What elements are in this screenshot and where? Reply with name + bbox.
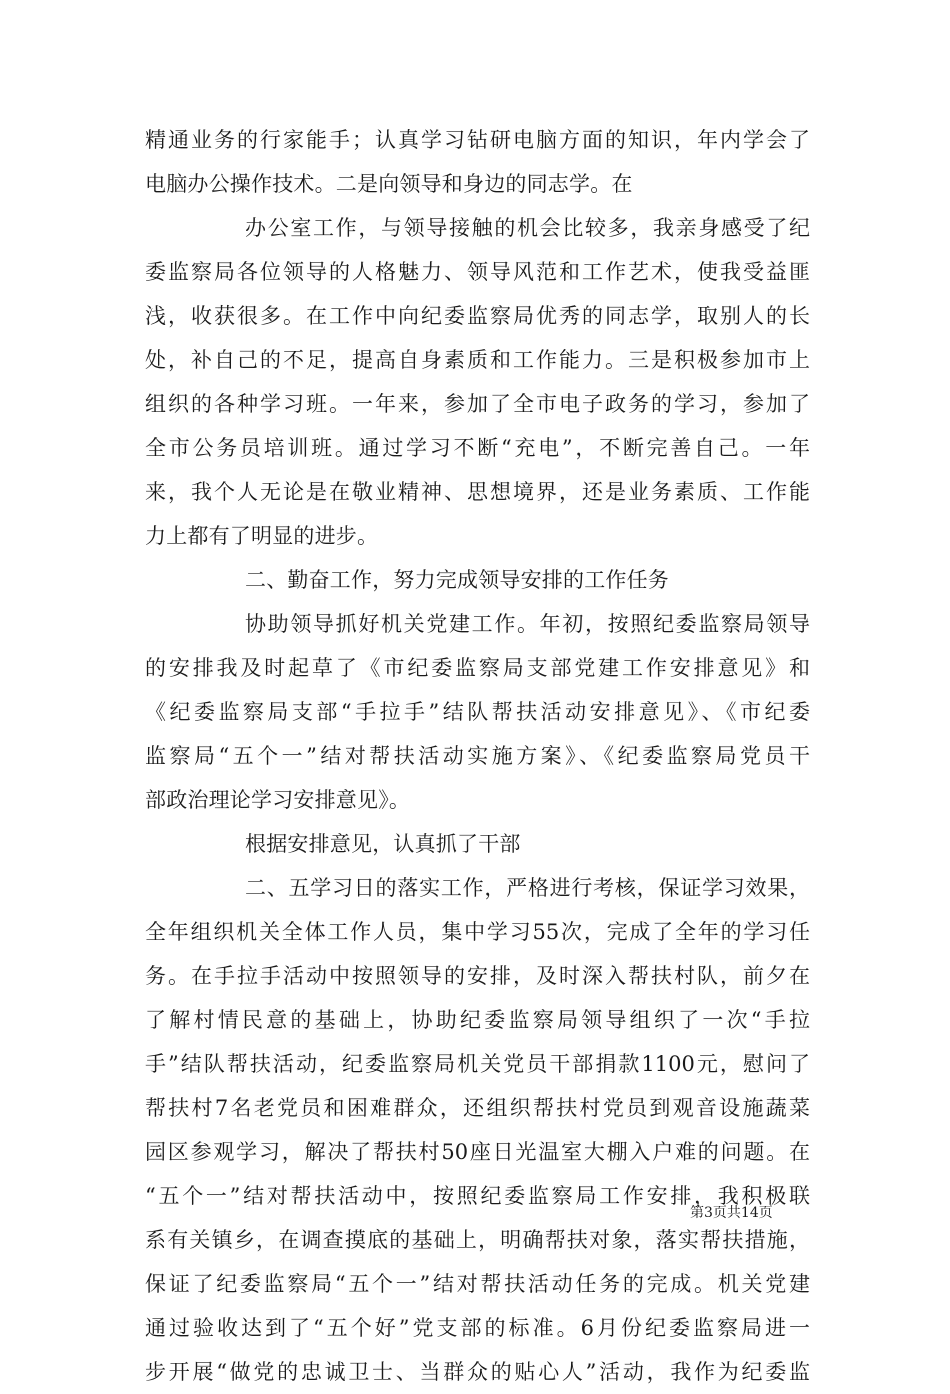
text-line: 办公室工作，与领导接触的机会比较多，我亲身感受了纪	[245, 216, 810, 240]
text-line: 部政治理论学习安排意见》。	[145, 788, 411, 812]
text-line: 手”结队帮扶活动，纪委监察局机关党员干部捐款1100元，慰问了	[145, 1052, 810, 1076]
text-line: 全市公务员培训班。通过学习不断“充电”，不断完善自己。一年	[145, 436, 810, 460]
text-line: 来，我个人无论是在敬业精神、思想境界，还是业务素质、工作能	[145, 480, 810, 504]
text-line: 帮扶村7名老党员和困难群众，还组织帮扶村党员到观音设施蔬菜	[145, 1096, 810, 1120]
text-line: 处，补自己的不足，提高自身素质和工作能力。三是积极参加市上	[145, 348, 810, 372]
text-line: 全年组织机关全体工作人员，集中学习55次，完成了全年的学习任	[145, 920, 810, 944]
text-line: 通过验收达到了“五个好”党支部的标准。6月份纪委监察局进一	[145, 1316, 810, 1340]
text-line: 浅，收获很多。在工作中向纪委监察局优秀的同志学，取别人的长	[145, 304, 810, 328]
text-line: 步开展“做党的忠诚卫士、当群众的贴心人”活动，我作为纪委监	[145, 1360, 810, 1384]
page-number: 第3页共14页	[690, 1205, 773, 1221]
text-line: 协助领导抓好机关党建工作。年初，按照纪委监察局领导	[245, 612, 810, 636]
text-line: 务。在手拉手活动中按照领导的安排，及时深入帮扶村队，前夕在	[145, 964, 810, 988]
text-line: 委监察局各位领导的人格魅力、领导风范和工作艺术，使我受益匪	[145, 260, 810, 284]
text-line: 根据安排意见，认真抓了干部	[245, 832, 521, 856]
text-line: 《纪委监察局支部“手拉手”结队帮扶活动安排意见》、《市纪委	[145, 700, 810, 724]
text-line: 保证了纪委监察局“五个一”结对帮扶活动任务的完成。机关党建	[145, 1272, 810, 1296]
text-line: 监察局“五个一”结对帮扶活动实施方案》、《纪委监察局党员干	[145, 744, 810, 768]
text-line: 精通业务的行家能手；认真学习钻研电脑方面的知识，年内学会了	[145, 128, 810, 152]
text-line: 电脑办公操作技术。二是向领导和身边的同志学。在	[145, 172, 633, 196]
text-line: 组织的各种学习班。一年来，参加了全市电子政务的学习，参加了	[145, 392, 810, 416]
text-line: 二、五学习日的落实工作，严格进行考核，保证学习效果，	[245, 876, 810, 900]
text-line: 的安排我及时起草了《市纪委监察局支部党建工作安排意见》和	[145, 656, 810, 680]
text-line: 园区参观学习，解决了帮扶村50座日光温室大棚入户难的问题。在	[145, 1140, 810, 1164]
text-line: 二、勤奋工作，努力完成领导安排的工作任务	[245, 568, 669, 592]
text-line: 力上都有了明显的进步。	[145, 524, 379, 548]
text-line: 了解村情民意的基础上，协助纪委监察局领导组织了一次“手拉	[145, 1008, 810, 1032]
text-line: “五个一”结对帮扶活动中，按照纪委监察局工作安排，我积极联	[145, 1184, 810, 1208]
text-line: 系有关镇乡，在调查摸底的基础上，明确帮扶对象，落实帮扶措施，	[145, 1228, 810, 1252]
